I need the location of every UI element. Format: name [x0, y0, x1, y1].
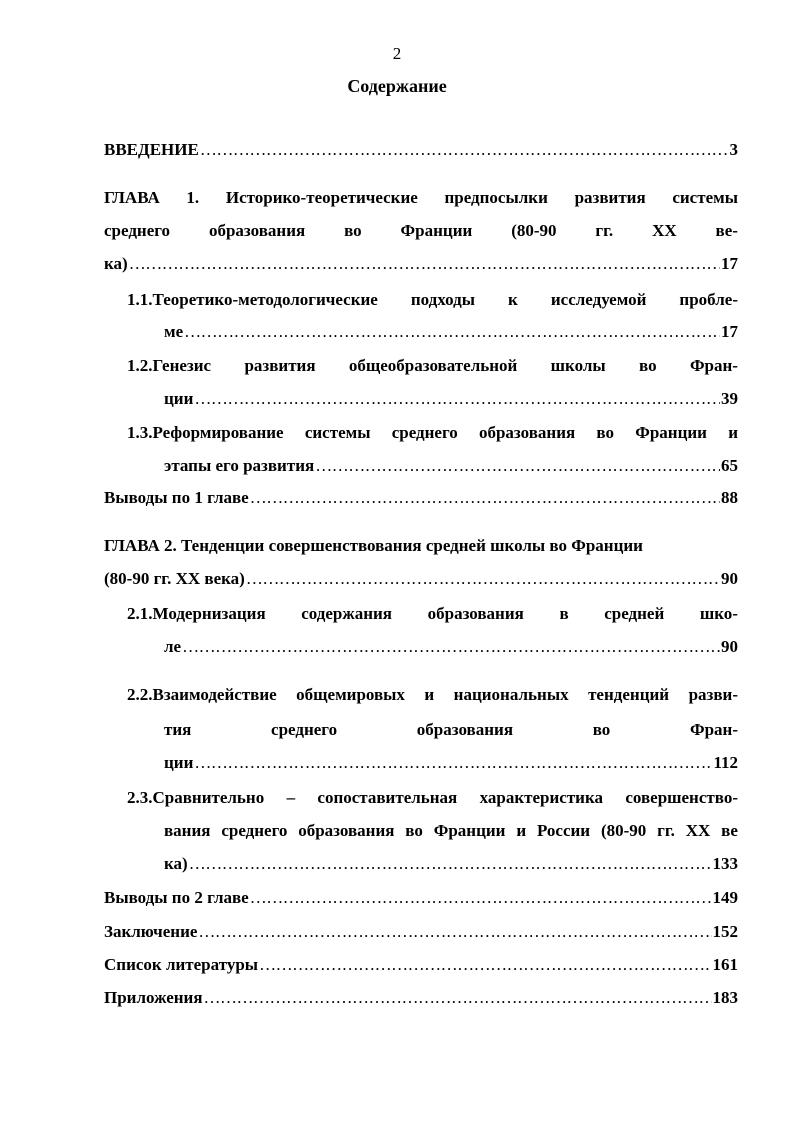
- toc-word: среднего: [271, 720, 338, 739]
- toc-entry-text: Приложения: [104, 988, 203, 1007]
- leader-dots: [250, 488, 720, 508]
- toc-word: национальных: [453, 685, 569, 704]
- toc-word: во: [639, 356, 657, 375]
- leader-dots: [194, 389, 720, 409]
- toc-word: ГЛАВА: [104, 188, 160, 207]
- toc-word: и: [728, 423, 738, 442]
- toc-entry-text: Выводы по 2 главе: [104, 888, 249, 907]
- toc-word: в: [559, 604, 569, 623]
- toc-word: подходы: [410, 290, 475, 309]
- toc-word: развития: [574, 188, 646, 207]
- toc-section12-line1: [127, 356, 738, 376]
- toc-word: 1.3.Реформирование: [127, 423, 284, 442]
- toc-page-number: 88: [721, 488, 738, 507]
- toc-entry-text: ции: [164, 753, 194, 772]
- toc-section13-line1: [127, 423, 738, 443]
- toc-entry-text: Список литературы: [104, 955, 259, 974]
- toc-word: XX: [685, 821, 711, 840]
- toc-page-number: 90: [721, 569, 738, 588]
- toc-word: во: [405, 821, 423, 840]
- toc-word: Фран-: [689, 356, 738, 375]
- toc-page-number: 149: [712, 888, 738, 907]
- toc-word: образования: [478, 423, 576, 442]
- toc-page-number: 17: [721, 254, 738, 273]
- leader-dots: [246, 569, 720, 589]
- toc-chapter1-line1: [104, 188, 738, 208]
- toc-word: шко-: [699, 604, 738, 623]
- toc-page-number: 133: [712, 854, 738, 873]
- toc-word: вания: [164, 821, 211, 840]
- toc-page-number: 65: [721, 456, 738, 475]
- toc-word: и: [424, 685, 435, 704]
- toc-page-number: 152: [712, 922, 738, 941]
- toc-word: средней: [604, 604, 665, 623]
- toc-entry-intro[interactable]: [104, 140, 738, 160]
- toc-section11-line1: [127, 290, 738, 310]
- toc-entry-chapter1[interactable]: [104, 254, 738, 274]
- toc-entry-text: ВВЕДЕНИЕ: [104, 140, 199, 159]
- toc-word: школы: [550, 356, 606, 375]
- leader-dots: [250, 888, 712, 908]
- toc-word: и: [516, 821, 527, 840]
- toc-word: тенденций: [588, 685, 670, 704]
- toc-word: –: [286, 788, 296, 807]
- toc-word: образования: [208, 221, 306, 240]
- page-number: 2: [392, 44, 402, 63]
- toc-word: тия: [164, 720, 192, 739]
- toc-word: 2.1.Модернизация: [127, 604, 266, 623]
- toc-entry-references[interactable]: [104, 955, 738, 975]
- toc-entry-text: Заключение: [104, 922, 198, 941]
- toc-word: среднего: [104, 221, 171, 240]
- toc-entry-text: Выводы по 1 главе: [104, 488, 249, 507]
- toc-word: 1.: [186, 188, 200, 207]
- toc-chapter2-line1: [104, 536, 738, 556]
- toc-word: Франции: [635, 423, 707, 442]
- toc-word: (80-90: [511, 221, 557, 240]
- toc-word: Фран-: [689, 720, 738, 739]
- toc-word: общеобразовательной: [348, 356, 518, 375]
- leader-dots: [182, 637, 720, 657]
- toc-page-number: 183: [712, 988, 738, 1007]
- toc-word: гг.: [657, 821, 675, 840]
- toc-word: России: [536, 821, 591, 840]
- toc-word: характеристика: [479, 788, 604, 807]
- toc-word: исследуемой: [550, 290, 647, 309]
- leader-dots: [200, 140, 729, 160]
- toc-word: во: [344, 221, 362, 240]
- leader-dots: [129, 254, 720, 274]
- toc-word: предпосылки: [444, 188, 548, 207]
- toc-entry-section12[interactable]: [164, 389, 738, 409]
- toc-word: 1.1.Теоретико-методологические: [127, 290, 378, 309]
- toc-word: общемировых: [296, 685, 405, 704]
- toc-word: XX: [652, 221, 677, 240]
- toc-page-number: 39: [721, 389, 738, 408]
- leader-dots: [198, 922, 711, 942]
- toc-entry-conclusions1[interactable]: [104, 488, 738, 508]
- toc-word: среднего: [221, 821, 288, 840]
- toc-page-number: 112: [713, 753, 738, 772]
- toc-section23-line1: [127, 788, 738, 808]
- toc-word: пробле-: [679, 290, 738, 309]
- toc-section22-line1: [127, 685, 738, 705]
- toc-section22-line2: [164, 720, 738, 740]
- toc-entry-section21[interactable]: [164, 637, 738, 657]
- toc-chapter1-line2: [104, 221, 738, 241]
- toc-entry-conclusions2[interactable]: [104, 888, 738, 908]
- toc-word: разви-: [688, 685, 738, 704]
- toc-entry-chapter2[interactable]: [104, 569, 738, 589]
- toc-section23-line2: [164, 821, 738, 841]
- toc-word: содержания: [301, 604, 393, 623]
- toc-word: во: [592, 720, 611, 739]
- toc-entry-appendix[interactable]: [104, 988, 738, 1008]
- toc-word: системы: [672, 188, 738, 207]
- toc-word: среднего: [391, 423, 458, 442]
- toc-word: системы: [304, 423, 371, 442]
- toc-entry-text: ка): [164, 854, 188, 873]
- toc-entry-section11[interactable]: [164, 322, 738, 342]
- page-title: Содержание: [347, 76, 447, 96]
- toc-word: образования: [427, 604, 524, 623]
- toc-section21-line1: [127, 604, 738, 624]
- toc-word: ве-: [715, 221, 738, 240]
- toc-word: совершенство-: [625, 788, 738, 807]
- toc-word: 1.2.Генезис: [127, 356, 212, 375]
- toc-word: образования: [416, 720, 514, 739]
- toc-entry-text: ГЛАВА 2. Тенденции совершенствования средней школы во Франции: [104, 536, 643, 555]
- toc-entry-text: ка): [104, 254, 128, 273]
- toc-word: 2.2.Взаимодействие: [127, 685, 277, 704]
- toc-word: (80-90: [600, 821, 647, 840]
- toc-word: к: [508, 290, 518, 309]
- toc-entry-text: ции: [164, 389, 194, 408]
- toc-entry-text: ле: [164, 637, 182, 656]
- toc-word: Франции: [433, 821, 506, 840]
- toc-word: сопоставительная: [317, 788, 458, 807]
- toc-entry-section22[interactable]: [164, 753, 738, 773]
- toc-entry-section13[interactable]: [164, 456, 738, 476]
- toc-entry-text: (80-90 гг. XX века): [104, 569, 245, 588]
- toc-entry-text: этапы его развития: [164, 456, 315, 475]
- toc-page-number: 3: [729, 140, 738, 159]
- leader-dots: [204, 988, 712, 1008]
- toc-word: Историко-теоретические: [225, 188, 418, 207]
- toc-entry-text: ме: [164, 322, 184, 341]
- toc-word: Франции: [400, 221, 473, 240]
- toc-word: во: [596, 423, 614, 442]
- leader-dots: [184, 322, 720, 342]
- toc-entry-conclusion[interactable]: [104, 922, 738, 942]
- toc-page-number: 90: [721, 637, 738, 656]
- toc-page-number: 161: [712, 955, 738, 974]
- leader-dots: [189, 854, 712, 874]
- toc-word: ве: [721, 821, 738, 840]
- toc-word: образования: [298, 821, 395, 840]
- toc-word: развития: [244, 356, 316, 375]
- leader-dots: [315, 456, 720, 476]
- toc-entry-section23[interactable]: [164, 854, 738, 874]
- toc-word: 2.3.Сравнительно: [127, 788, 265, 807]
- leader-dots: [259, 955, 711, 975]
- toc-word: гг.: [595, 221, 614, 240]
- leader-dots: [194, 753, 712, 773]
- toc-page-number: 17: [721, 322, 738, 341]
